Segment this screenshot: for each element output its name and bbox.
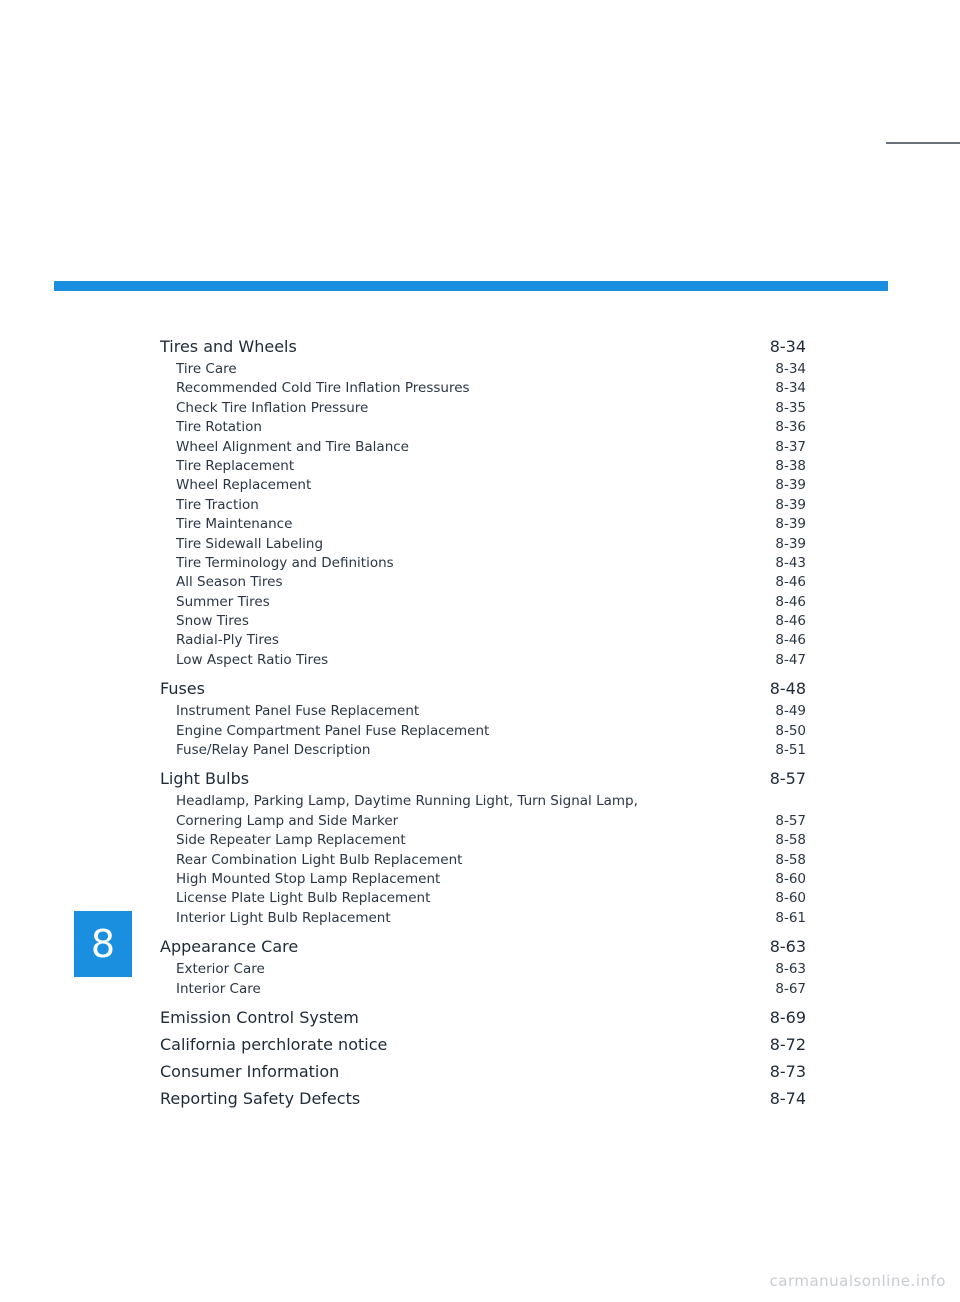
toc-entry-title: Reporting Safety Defects: [160, 1088, 361, 1108]
toc-entry-title: Tires and Wheels: [160, 337, 297, 356]
toc-entry-page: 8-39: [775, 516, 806, 533]
toc-section-heading[interactable]: [160, 1032, 806, 1058]
toc-entry-page: 8-50: [775, 722, 806, 739]
toc-entry-page: 8-48: [769, 679, 806, 699]
toc-entry-page: 8-57: [769, 769, 806, 789]
toc-entry[interactable]: [160, 399, 806, 418]
toc-entry-title: Appearance Care: [160, 937, 299, 957]
toc-entry-title: Snow Tires: [176, 613, 249, 630]
toc-entry-page: 8-35: [775, 399, 806, 416]
toc-entry[interactable]: [160, 496, 806, 515]
toc-entry-page: 8-34: [775, 361, 806, 377]
toc-entry-title: Radial-Ply Tires: [176, 632, 279, 649]
toc-entry-title: High Mounted Stop Lamp Replacement: [176, 870, 441, 887]
toc-entry-page: 8-36: [775, 419, 806, 436]
toc-entry-title: California perchlorate notice: [160, 1034, 388, 1054]
toc-entry[interactable]: [160, 438, 806, 457]
table-of-contents: [160, 334, 806, 1112]
toc-entry-title: Rear Combination Light Bulb Replacement: [176, 851, 463, 868]
toc-entry-page: 8-34: [769, 337, 806, 356]
toc-entry[interactable]: [160, 851, 806, 870]
toc-entry[interactable]: [160, 457, 806, 476]
toc-section-heading[interactable]: [160, 676, 806, 702]
toc-section-heading[interactable]: [160, 766, 806, 792]
toc-entry-title: Emission Control System: [160, 1007, 359, 1027]
toc-entry-title: Engine Compartment Panel Fuse Replacement: [176, 722, 490, 739]
toc-entry-title: Tire Terminology and Definitions: [176, 554, 394, 571]
toc-entry-page: 8-60: [775, 870, 806, 887]
toc-entry[interactable]: [160, 476, 806, 495]
toc-entry[interactable]: [160, 535, 806, 554]
toc-entry[interactable]: [160, 515, 806, 534]
toc-entry-page: 8-38: [775, 457, 806, 474]
toc-entry-title: Wheel Replacement: [176, 477, 312, 494]
toc-entry-page: 8-39: [775, 496, 806, 513]
toc-entry-title: Instrument Panel Fuse Replacement: [176, 703, 420, 720]
toc-entry-title: Interior Care: [176, 980, 261, 997]
toc-entry-title: Cornering Lamp and Side Marker: [176, 812, 399, 829]
toc-entry-title: Check Tire Inflation Pressure: [176, 399, 369, 416]
toc-section-heading[interactable]: [160, 1059, 806, 1085]
toc-entry-title: Interior Light Bulb Replacement: [176, 909, 391, 926]
toc-entry-page: 8-57: [775, 812, 806, 829]
toc-entry-title: All Season Tires: [176, 574, 283, 591]
toc-entry-title: Tire Care: [176, 361, 237, 377]
toc-entry[interactable]: [160, 702, 806, 721]
toc-entry-title: Light Bulbs: [160, 769, 250, 789]
toc-entry-page: 8-43: [775, 554, 806, 571]
toc-entry[interactable]: [160, 889, 806, 908]
toc-entry-page: 8-37: [775, 438, 806, 455]
toc-entry[interactable]: [160, 612, 806, 631]
toc-entry[interactable]: [160, 960, 806, 979]
toc-entry-title: Summer Tires: [176, 593, 270, 610]
toc-section-heading[interactable]: [160, 334, 806, 360]
toc-entry-title: Tire Rotation: [176, 419, 262, 436]
toc-entry-page: 8-63: [775, 961, 806, 978]
toc-entry[interactable]: [160, 812, 806, 831]
watermark: carmanualsonline.info: [769, 1272, 946, 1290]
toc-section-heading[interactable]: [160, 934, 806, 960]
chapter-tab[interactable]: 8: [74, 911, 132, 977]
toc-entry-page: 8-46: [775, 593, 806, 610]
toc-entry-page: 8-58: [775, 851, 806, 868]
toc-entry-page: 8-46: [775, 632, 806, 649]
toc-entry[interactable]: [160, 573, 806, 592]
toc-section: [160, 934, 806, 999]
header-rule: [886, 142, 960, 144]
toc-section: [160, 1005, 806, 1031]
toc-entry-title: Tire Replacement: [176, 457, 295, 474]
toc-entry-page: 8-49: [775, 703, 806, 720]
toc-section: [160, 766, 806, 928]
toc-entry[interactable]: [160, 593, 806, 612]
toc-entry[interactable]: [160, 909, 806, 928]
toc-section: [160, 676, 806, 760]
toc-entry-title: Fuses: [160, 679, 205, 699]
toc-entry-title: Consumer Information: [160, 1061, 340, 1081]
toc-entry-title: Tire Maintenance: [176, 516, 293, 533]
toc-entry-title: Tire Traction: [176, 496, 259, 513]
toc-entry[interactable]: [160, 741, 806, 760]
toc-section: [160, 1032, 806, 1058]
toc-entry-page: 8-61: [775, 909, 806, 926]
toc-section: [160, 334, 806, 670]
toc-entry-title: Wheel Alignment and Tire Balance: [176, 438, 409, 455]
toc-entry[interactable]: [160, 651, 806, 670]
toc-entry-page: 8-63: [769, 937, 806, 957]
toc-entry-page: 8-51: [775, 742, 806, 759]
toc-entry-title: Side Repeater Lamp Replacement: [176, 832, 406, 849]
toc-entry-page: 8-39: [775, 477, 806, 494]
toc-entry-page: 8-46: [775, 574, 806, 591]
toc-section: [160, 1059, 806, 1085]
toc-entry-title: Fuse/Relay Panel Description: [176, 742, 371, 759]
toc-entry-page: 8-47: [775, 651, 806, 668]
toc-entry-page: 8-39: [775, 535, 806, 552]
toc-entry[interactable]: [160, 360, 806, 379]
toc-entry[interactable]: [160, 418, 806, 437]
toc-entry-title: License Plate Light Bulb Replacement: [176, 890, 431, 907]
toc-entry[interactable]: [160, 980, 806, 999]
toc-entry-prefix[interactable]: Headlamp, Parking Lamp, Daytime Running Light, Turn Signal Lamp,: [176, 793, 638, 810]
toc-entry[interactable]: [160, 554, 806, 573]
toc-entry-page: 8-74: [769, 1088, 806, 1108]
toc-entry-title: Recommended Cold Tire Inflation Pressures: [176, 380, 470, 397]
toc-section-heading[interactable]: [160, 1005, 806, 1031]
toc-entry-page: 8-69: [769, 1007, 806, 1027]
toc-entry-page: 8-46: [775, 613, 806, 630]
toc-entry[interactable]: [160, 722, 806, 741]
toc-entry[interactable]: [160, 870, 806, 889]
toc-section: [160, 1086, 806, 1112]
toc-entry-title: Low Aspect Ratio Tires: [176, 651, 329, 668]
chapter-header-bar: [54, 281, 888, 291]
toc-entry-page: 8-60: [775, 890, 806, 907]
toc-entry-page: 8-73: [769, 1061, 806, 1081]
toc-entry[interactable]: [160, 379, 806, 398]
toc-entry[interactable]: [160, 631, 806, 650]
toc-entry-page: 8-58: [775, 832, 806, 849]
toc-entry-page: 8-72: [769, 1034, 806, 1054]
toc-section-heading[interactable]: [160, 1086, 806, 1112]
toc-entry-title: Exterior Care: [176, 961, 265, 978]
toc-entry-title: Tire Sidewall Labeling: [176, 535, 324, 552]
toc-entry-page: 8-67: [775, 980, 806, 997]
toc-entry-page: 8-34: [775, 380, 806, 397]
toc-entry[interactable]: [160, 831, 806, 850]
